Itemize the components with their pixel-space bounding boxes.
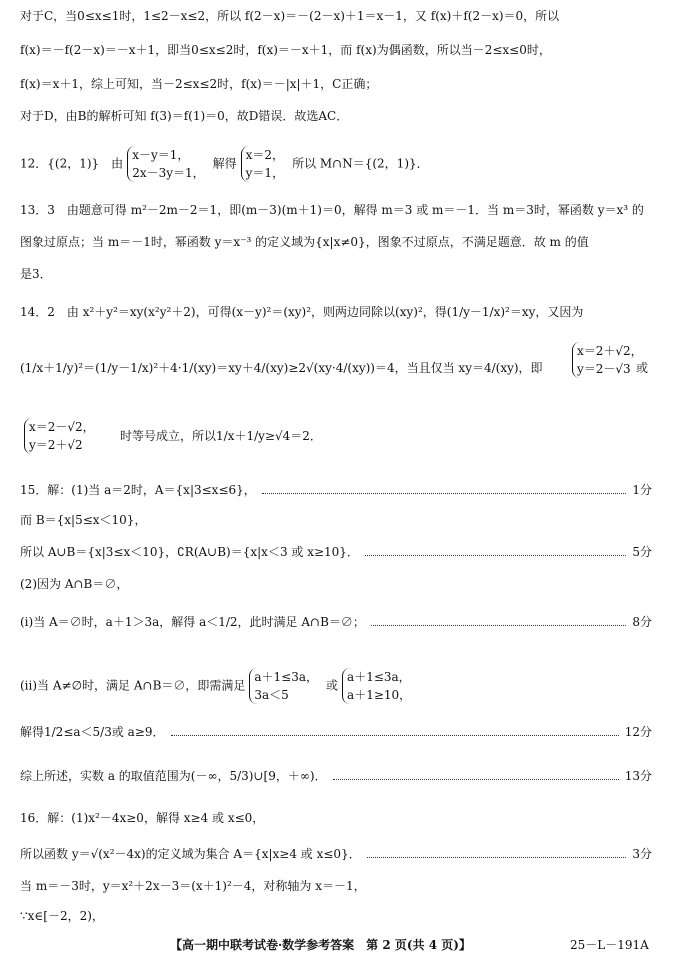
scored-line (20, 614, 652, 630)
sys-row: y＝1， (245, 166, 285, 180)
q12-system-2 (241, 146, 288, 182)
text-line: 时等号成立，所以1/x＋1/y≥√4＝2． (120, 429, 322, 443)
q12-line (20, 146, 652, 182)
score-label: 1分 (632, 483, 652, 497)
dot-leader (333, 779, 619, 780)
line-text: 综上所述，实数 a 的取值范围为(－∞，5/3)∪[9，＋∞)． (20, 769, 327, 783)
q12-mid: 解得 (212, 156, 237, 171)
text-line: 16．解：(1)x²－4x≥0，解得 x≥4 或 x≤0， (20, 811, 265, 825)
text-line: 14．2 由 x²＋y²＝xy(x²y²＋2)，可得(x－y)²＝(xy)²，则两边同除以(xy)²，得(1/y－1/x)²＝xy，又因为 (20, 305, 584, 319)
text-line: 13．3 由题意可得 m²－2m－2＝1，即(m－3)(m＋1)＝0，解得 m＝3 或 m＝－1．当 m＝3时，幂函数 y＝x³ 的 (20, 203, 644, 217)
line-text: (ii)当 A≠∅时，满足 A∩B＝∅，即需满足 (20, 678, 246, 693)
line-text: (i)当 A＝∅时，a＋1＞3a，解得 a＜1/2，此时满足 A∩B＝∅； (20, 615, 365, 629)
dot-leader (367, 857, 627, 858)
footer-title: 【高一期中联考试卷·数学参考答案 第 2 页(共 4 页)】 (170, 938, 471, 952)
text-line: (2)因为 A∩B＝∅， (20, 577, 129, 591)
scored-line (20, 724, 652, 740)
q12-tail: 所以 M∩N＝{(2，1)}． (292, 156, 429, 171)
text-line: f(x)＝－f(2－x)＝－x＋1，即当0≤x≤2时，f(x)＝－x＋1，而 f(x)为偶函数，所以当－2≤x≤0时， (20, 43, 551, 57)
q15-system-1 (249, 668, 322, 704)
q15-or: 或 (326, 678, 339, 693)
score-label: 5分 (632, 545, 652, 559)
sys-row: 3a＜5 (254, 688, 289, 702)
sys-row: a＋1≤3a， (347, 670, 411, 684)
score-label: 3分 (632, 847, 652, 861)
score-label: 13分 (624, 769, 652, 783)
scored-line (20, 846, 652, 862)
text-line: 是3． (20, 267, 52, 281)
sys-row: a＋1≥10， (347, 688, 412, 702)
text-line: 图象过原点；当 m＝－1时，幂函数 y＝x⁻³ 的定义域为{x|x≠0}，图象不过原点，不满足题意．故 m 的值 (20, 235, 589, 249)
sys-row: 2x－3y＝1， (132, 166, 205, 180)
sys-row: y＝2＋√2 (29, 438, 83, 452)
q15-ii-line (20, 668, 652, 704)
q14-or: 或 (636, 361, 649, 375)
text-line: ∵x∈[－2，2)， (20, 909, 104, 923)
q12-system-1 (127, 146, 208, 182)
sys-row: a＋1≤3a， (254, 670, 319, 684)
sys-row: y＝2－√3 (577, 362, 631, 376)
score-label: 8分 (632, 615, 652, 629)
text-line: 对于D，由B的解析可知 f(3)＝f(1)＝0，故D错误．故选AC． (20, 109, 349, 123)
score-label: 12分 (624, 725, 652, 739)
sys-row: x－y＝1， (132, 148, 190, 162)
dot-leader (171, 735, 619, 736)
line-text: 所以函数 y＝√(x²－4x)的定义域为集合 A＝{x|x≥4 或 x≤0}． (20, 847, 361, 861)
text-line: 当 m＝－3时，y＝x²＋2x－3＝(x＋1)²－4，对称轴为 x＝－1， (20, 879, 366, 893)
line-text: 15．解：(1)当 a＝2时，A＝{x|3≤x≤6}， (20, 483, 256, 497)
sys-row: x＝2－√2， (29, 420, 95, 434)
scored-line (20, 482, 652, 498)
dot-leader (371, 625, 626, 626)
q12-lead: 12．{(2，1)} 由 (20, 156, 124, 171)
line-text: 解得1/2≤a＜5/3或 a≥9． (20, 725, 165, 739)
line-text: 所以 A∪B＝{x|3≤x＜10}，∁R(A∪B)＝{x|x＜3 或 x≥10}． (20, 545, 359, 559)
q14-system-2 (24, 418, 99, 454)
sys-row: x＝2＋√2， (577, 344, 643, 358)
scored-line (20, 544, 652, 560)
q15-system-2 (342, 668, 415, 704)
text-line: (1/x＋1/y)²＝(1/y－1/x)²＋4·1/(xy)＝xy＋4/(xy)≥2√(xy·4/(xy))＝4，当且仅当 xy＝4/(xy)，即 (20, 361, 543, 375)
text-line: 对于C，当0≤x≤1时，1≤2－x≤2，所以 f(2－x)＝－(2－x)＋1＝x－1，又 f(x)＋f(2－x)＝0，所以 (20, 9, 560, 23)
footer-code: 25－L－191A (570, 938, 649, 952)
dot-leader (262, 493, 627, 494)
text-line: f(x)＝x＋1，综上可知，当－2≤x≤2时，f(x)＝－|x|＋1，C正确； (20, 77, 378, 91)
dot-leader (365, 555, 626, 556)
sys-row: x＝2， (245, 148, 285, 162)
text-line: 而 B＝{x|5≤x＜10}， (20, 513, 147, 527)
scored-line (20, 768, 652, 784)
